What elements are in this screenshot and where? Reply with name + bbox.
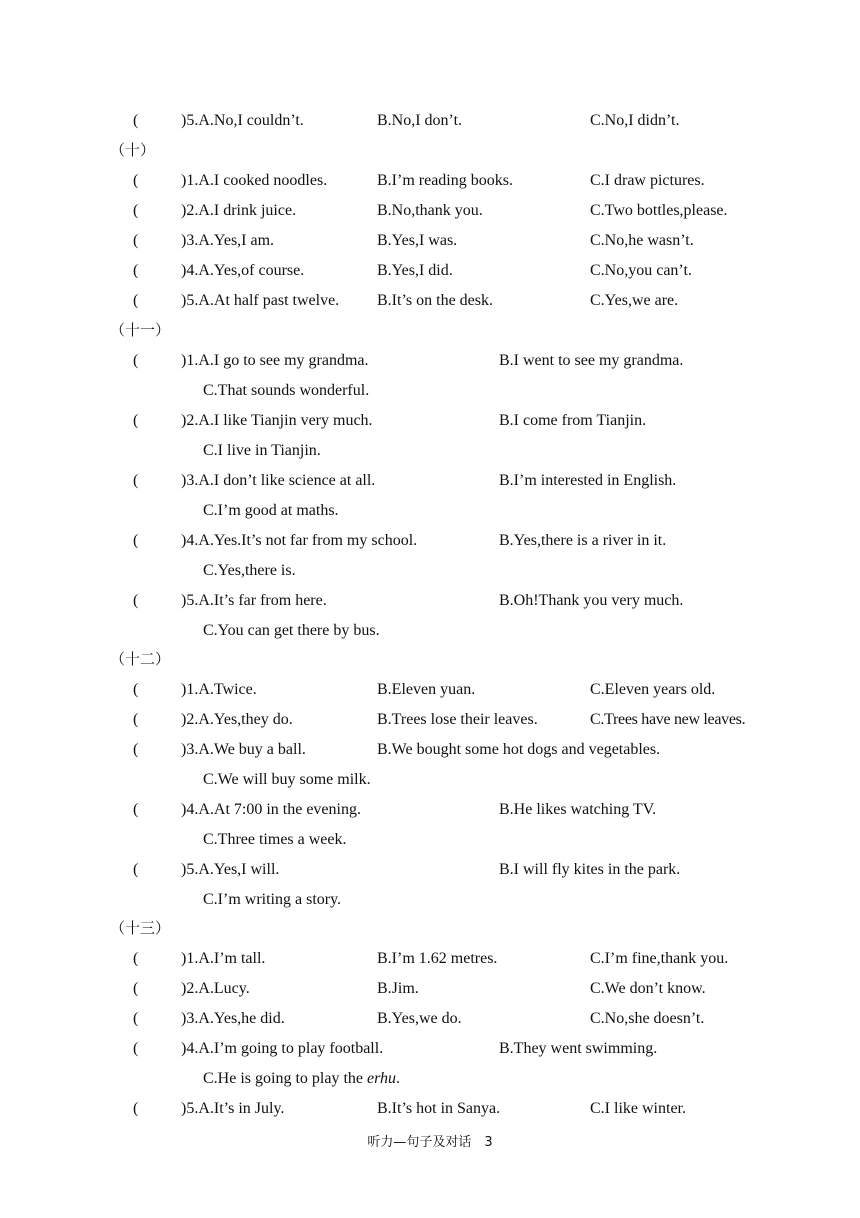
question-option-c: C.We don’t know. [590, 980, 706, 997]
question-option-a: )2.A.I drink juice. [181, 202, 297, 219]
section-heading-11: （十一） [110, 321, 171, 339]
question-row-continued [0, 381, 860, 411]
question-row [0, 291, 860, 321]
option-c-italic-word: erhu [366, 1070, 397, 1087]
question-option-a: )2.A.Yes,they do. [181, 711, 293, 728]
answer-paren: ( [133, 412, 139, 429]
question-option-c: C.Yes,we are. [590, 292, 679, 309]
question-option-b: B.I’m interested in English. [499, 472, 677, 489]
answer-paren: ( [133, 711, 139, 728]
question-option-c: C.No,she doesn’t. [590, 1010, 705, 1027]
question-row-continued [0, 1069, 860, 1099]
question-row-continued [0, 830, 860, 860]
question-row-continued [0, 561, 860, 591]
answer-paren: ( [133, 292, 139, 309]
question-option-b: B.It’s hot in Sanya. [377, 1100, 501, 1117]
question-row [0, 111, 860, 141]
question-option-b: B.It’s on the desk. [377, 292, 493, 309]
section-heading-10: （十） [110, 141, 156, 159]
question-row [0, 171, 860, 201]
question-option-c: C.I’m writing a story. [203, 891, 342, 908]
question-option-b: B.They went swimming. [499, 1040, 658, 1057]
question-option-b: B.I will fly kites in the park. [499, 861, 681, 878]
question-row [0, 860, 860, 890]
question-row-continued [0, 621, 860, 651]
question-option-a: )3.A.I don’t like science at all. [181, 472, 376, 489]
question-row [0, 411, 860, 441]
question-option-a: )4.A.I’m going to play football. [181, 1040, 384, 1057]
question-option-a: )1.A.I cooked noodles. [181, 172, 328, 189]
question-option-c: C.No,I didn’t. [590, 112, 680, 129]
question-option-b: B.No,thank you. [377, 202, 483, 219]
answer-paren: ( [133, 352, 139, 369]
question-row [0, 979, 860, 1009]
answer-paren: ( [133, 472, 139, 489]
question-row [0, 1039, 860, 1069]
answer-paren: ( [133, 861, 139, 878]
answer-paren: ( [133, 1010, 139, 1027]
question-option-b: B.No,I don’t. [377, 112, 463, 129]
question-option-a: )2.A.Lucy. [181, 980, 250, 997]
answer-paren: ( [133, 681, 139, 698]
question-option-a: )5.A.It’s in July. [181, 1100, 285, 1117]
question-option-c [203, 1069, 400, 1089]
question-option-b: B.Yes,we do. [377, 1010, 462, 1027]
question-option-a: )5.A.It’s far from here. [181, 592, 327, 609]
answer-paren: ( [133, 950, 139, 967]
question-row-continued [0, 501, 860, 531]
answer-paren: ( [133, 262, 139, 279]
question-option-b: B.I went to see my grandma. [499, 352, 684, 369]
answer-paren: ( [133, 112, 139, 129]
question-option-c: C.You can get there by bus. [203, 622, 380, 639]
option-c-prefix: C.He is going to play the [203, 1070, 367, 1087]
question-option-b: B.I’m 1.62 metres. [377, 950, 498, 967]
question-row [0, 680, 860, 710]
question-row [0, 1009, 860, 1039]
question-row [0, 201, 860, 231]
question-option-a: )1.A.I go to see my grandma. [181, 352, 369, 369]
question-option-c: C.I’m good at maths. [203, 502, 339, 519]
question-option-a: )5.A.No,I couldn’t. [181, 112, 304, 129]
answer-paren: ( [133, 980, 139, 997]
question-option-c: C.No,he wasn’t. [590, 232, 694, 249]
question-option-a: )3.A.We buy a ball. [181, 741, 306, 758]
question-option-c: C.I draw pictures. [590, 172, 705, 189]
question-row [0, 471, 860, 501]
question-row [0, 591, 860, 621]
question-option-b: B.Jim. [377, 980, 419, 997]
answer-paren: ( [133, 1040, 139, 1057]
question-option-a: )2.A.I like Tianjin very much. [181, 412, 373, 429]
question-option-b: B.I come from Tianjin. [499, 412, 647, 429]
question-row [0, 1099, 860, 1129]
question-option-c: C.I’m fine,thank you. [590, 950, 729, 967]
question-row [0, 531, 860, 561]
option-c-suffix: . [396, 1070, 401, 1087]
question-option-a: )4.A.Yes,of course. [181, 262, 305, 279]
question-row [0, 710, 860, 740]
question-option-b: B.He likes watching TV. [499, 801, 657, 818]
question-row-continued [0, 890, 860, 920]
question-option-b: B.Eleven yuan. [377, 681, 476, 698]
question-option-a: )5.A.At half past twelve. [181, 292, 340, 309]
answer-paren: ( [133, 592, 139, 609]
question-option-c: C.Trees have new leaves. [590, 711, 746, 728]
question-option-c: C.That sounds wonderful. [203, 382, 370, 399]
page-footer: 听力—句子及对话 3 [367, 1135, 493, 1150]
question-option-b: B.Yes,I did. [377, 262, 453, 279]
section-heading-13: （十三） [110, 919, 171, 937]
question-option-c: C.No,you can’t. [590, 262, 692, 279]
question-option-a: )3.A.Yes,he did. [181, 1010, 285, 1027]
question-option-a: )4.A.Yes.It’s not far from my school. [181, 532, 418, 549]
answer-paren: ( [133, 532, 139, 549]
question-option-c: C.Yes,there is. [203, 562, 296, 579]
question-row [0, 800, 860, 830]
question-option-a: )3.A.Yes,I am. [181, 232, 275, 249]
question-row-continued [0, 770, 860, 800]
answer-paren: ( [133, 232, 139, 249]
answer-paren: ( [133, 741, 139, 758]
answer-paren: ( [133, 172, 139, 189]
question-row [0, 949, 860, 979]
question-option-b: B.Yes,I was. [377, 232, 458, 249]
question-option-b: B.We bought some hot dogs and vegetables. [377, 741, 661, 758]
question-option-a: )4.A.At 7:00 in the evening. [181, 801, 361, 818]
question-row [0, 231, 860, 261]
question-option-a: )1.A.I’m tall. [181, 950, 266, 967]
question-row-continued [0, 441, 860, 471]
answer-paren: ( [133, 202, 139, 219]
section-heading-12: （十二） [110, 650, 171, 668]
answer-paren: ( [133, 801, 139, 818]
answer-paren: ( [133, 1100, 139, 1117]
question-option-c: C.Two bottles,please. [590, 202, 728, 219]
question-option-b: B.Oh!Thank you very much. [499, 592, 684, 609]
question-option-c: C.Three times a week. [203, 831, 347, 848]
question-option-a: )5.A.Yes,I will. [181, 861, 280, 878]
question-option-a: )1.A.Twice. [181, 681, 257, 698]
question-option-b: B.I’m reading books. [377, 172, 513, 189]
question-row [0, 740, 860, 770]
question-option-b: B.Yes,there is a river in it. [499, 532, 667, 549]
question-row [0, 351, 860, 381]
question-option-c: C.I like winter. [590, 1100, 686, 1117]
question-option-b: B.Trees lose their leaves. [377, 711, 538, 728]
question-option-c: C.Eleven years old. [590, 681, 716, 698]
question-option-c: C.We will buy some milk. [203, 771, 371, 788]
question-row [0, 261, 860, 291]
question-option-c: C.I live in Tianjin. [203, 442, 321, 459]
